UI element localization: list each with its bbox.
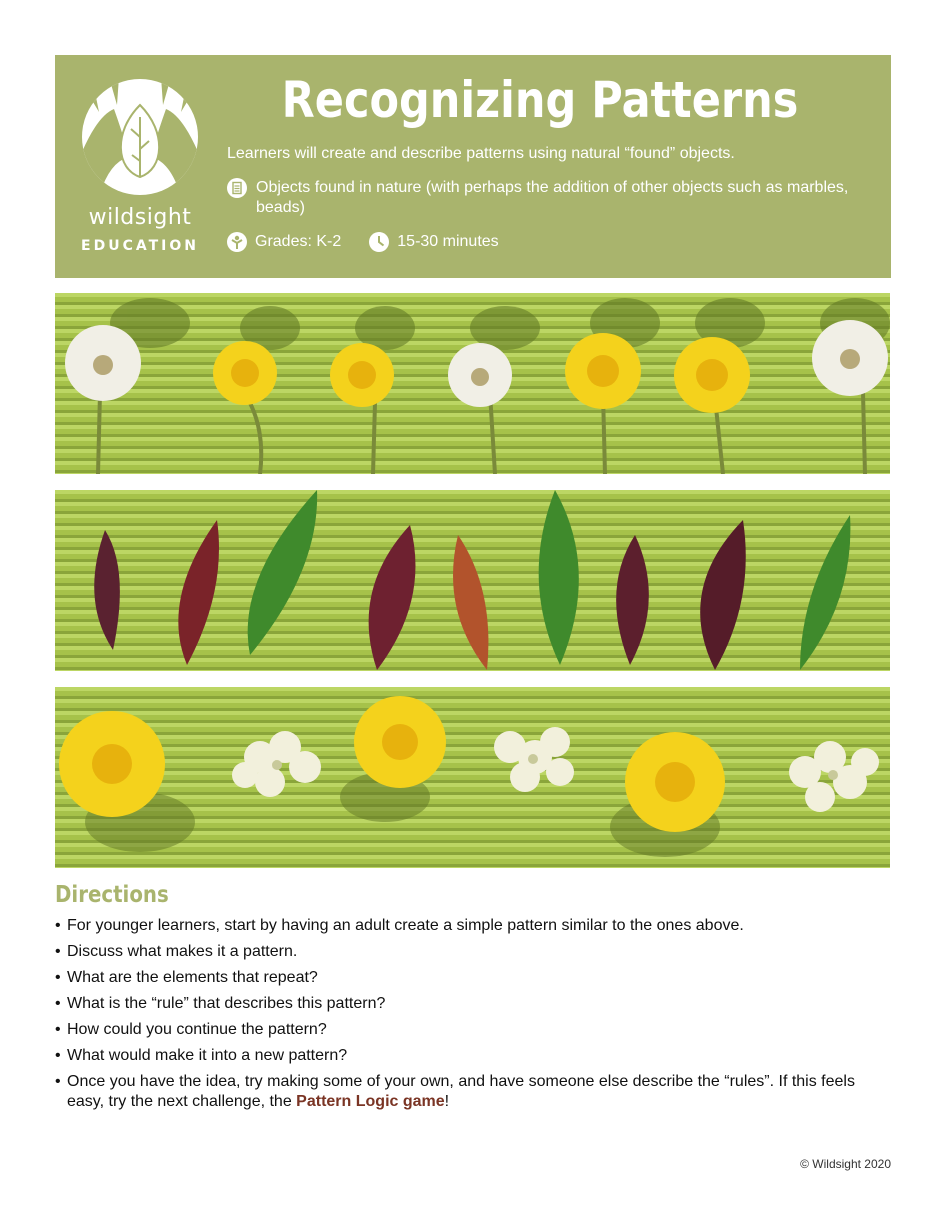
directions-list bbox=[55, 916, 895, 1118]
list-item-suffix: ! bbox=[444, 1093, 450, 1110]
header-banner bbox=[55, 55, 891, 278]
copyright: © Wildsight 2020 bbox=[800, 1157, 891, 1171]
meta-row bbox=[227, 232, 527, 252]
list-item bbox=[55, 1072, 882, 1112]
list-item: • Discuss what makes it a pattern. bbox=[55, 942, 895, 962]
photo-flower-pattern bbox=[55, 687, 890, 868]
logo-wordmark: wildsight bbox=[88, 205, 192, 230]
materials-text: Objects found in nature (with perhaps the addition of other objects such as marbles, beads) bbox=[256, 179, 849, 216]
list-item: • What is the “rule” that describes this pattern? bbox=[55, 994, 895, 1014]
clock-icon bbox=[369, 232, 389, 252]
list-item-text: Once you have the idea, try making some of your own, and have someone else describe the “rules”. If this feels easy, try the next challenge, the bbox=[67, 1073, 855, 1110]
directions-heading: Directions bbox=[55, 882, 169, 908]
wildsight-logo bbox=[79, 77, 201, 257]
list-item: • For younger learners, start by having an adult create a simple pattern similar to the ones above. bbox=[55, 916, 895, 936]
person-icon bbox=[227, 232, 247, 252]
photo-leaf-pattern bbox=[55, 490, 890, 671]
grades-text: Grades: K-2 bbox=[255, 233, 342, 250]
logo-subtitle: EDUCATION bbox=[81, 238, 199, 254]
materials-row bbox=[227, 178, 867, 218]
page-title: Recognizing Patterns bbox=[281, 71, 799, 129]
list-item: • What are the elements that repeat? bbox=[55, 968, 895, 988]
list-item: • How could you continue the pattern? bbox=[55, 1020, 895, 1040]
duration-text: 15-30 minutes bbox=[397, 233, 499, 250]
list-item: • What would make it into a new pattern? bbox=[55, 1046, 895, 1066]
photo-dandelion-pattern bbox=[55, 293, 890, 474]
page-subtitle: Learners will create and describe patterns using natural “found” objects. bbox=[227, 145, 735, 162]
pattern-logic-game-link[interactable]: Pattern Logic game bbox=[296, 1093, 445, 1110]
document-icon bbox=[227, 178, 247, 198]
